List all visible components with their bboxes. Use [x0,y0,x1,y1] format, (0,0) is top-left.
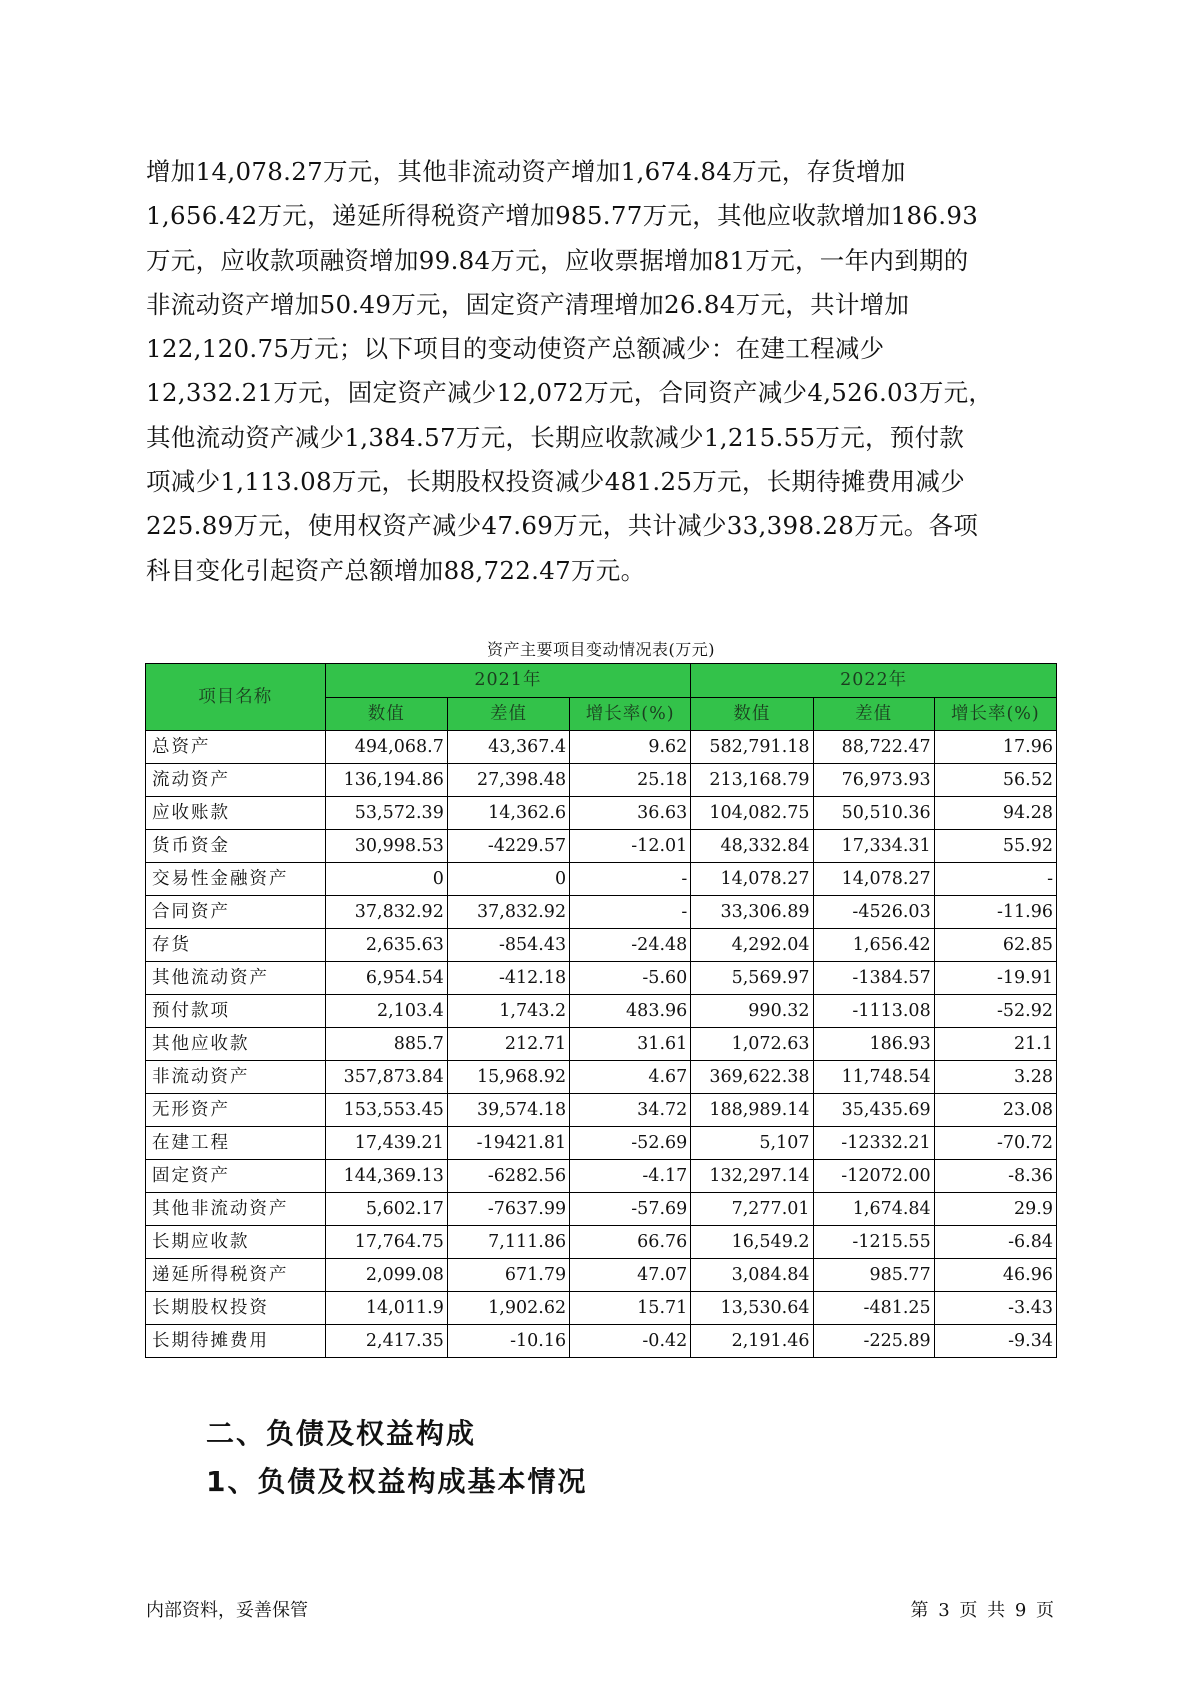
table-cell: -4229.57 [447,830,569,863]
table-row [146,1061,1057,1094]
table-cell: 4.67 [570,1061,691,1094]
table-cell: 3.28 [934,1061,1056,1094]
table-cell: 5,107 [691,1127,813,1160]
table-cell: 494,068.7 [325,731,447,764]
table-cell: 188,989.14 [691,1094,813,1127]
table-cell: 34.72 [570,1094,691,1127]
table-cell: 88,722.47 [813,731,934,764]
footer-confidential-note: 内部资料，妥善保管 [146,1600,308,1621]
table-cell: 33,306.89 [691,896,813,929]
paragraph-line: 1,656.42万元，递延所得税资产增加985.77万元，其他应收款增加186.93 [146,201,979,231]
table-cell: 50,510.36 [813,797,934,830]
year-header-2021: 2021年 [325,664,691,698]
table-caption: 资产主要项目变动情况表(万元) [487,640,715,659]
table-cell: 0 [325,863,447,896]
table-cell: 14,362.6 [447,797,569,830]
table-cell: 671.79 [447,1259,569,1292]
col-header-value-2022: 数值 [691,698,813,731]
table-row [146,962,1057,995]
table-cell: 7,277.01 [691,1193,813,1226]
row-item-name: 其他非流动资产 [146,1193,326,1226]
row-item-name: 无形资产 [146,1094,326,1127]
table-cell: 55.92 [934,830,1056,863]
table-row [146,731,1057,764]
table-cell: 76,973.93 [813,764,934,797]
table-cell: -3.43 [934,1292,1056,1325]
table-row [146,797,1057,830]
table-cell: -4526.03 [813,896,934,929]
table-cell: -24.48 [570,929,691,962]
paragraph-line: 万元，应收款项融资增加99.84万元，应收票据增加81万元，一年内到期的 [146,245,969,275]
table-cell: 43,367.4 [447,731,569,764]
row-item-name: 合同资产 [146,896,326,929]
table-cell: 5,602.17 [325,1193,447,1226]
table-cell: -481.25 [813,1292,934,1325]
table-cell: - [570,896,691,929]
table-cell: -7637.99 [447,1193,569,1226]
table-cell: -52.92 [934,995,1056,1028]
table-cell: 29.9 [934,1193,1056,1226]
row-item-name: 非流动资产 [146,1061,326,1094]
row-item-name: 长期应收款 [146,1226,326,1259]
table-cell: -412.18 [447,962,569,995]
table-cell: 37,832.92 [447,896,569,929]
row-item-name: 货币资金 [146,830,326,863]
table-cell: -12332.21 [813,1127,934,1160]
table-cell: 582,791.18 [691,731,813,764]
table-cell: 36.63 [570,797,691,830]
table-cell: -19.91 [934,962,1056,995]
table-cell: -8.36 [934,1160,1056,1193]
paragraph-line: 科目变化引起资产总额增加88,722.47万元。 [146,555,646,585]
asset-change-table [145,663,1057,1358]
table-cell: 35,435.69 [813,1094,934,1127]
footer-page-number: 第 3 页 共 9 页 [910,1600,1056,1621]
table-cell: 990.32 [691,995,813,1028]
table-cell: 14,078.27 [691,863,813,896]
table-cell: -225.89 [813,1325,934,1358]
table-cell: 14,011.9 [325,1292,447,1325]
table-cell: 1,072.63 [691,1028,813,1061]
table-cell: 5,569.97 [691,962,813,995]
table-row [146,1226,1057,1259]
table-cell: 30,998.53 [325,830,447,863]
table-cell: 39,574.18 [447,1094,569,1127]
table-cell: 48,332.84 [691,830,813,863]
col-header-growth-2021: 增长率(%) [570,698,691,731]
row-item-name: 交易性金融资产 [146,863,326,896]
table-cell: 47.07 [570,1259,691,1292]
table-cell: - [570,863,691,896]
table-cell: -4.17 [570,1160,691,1193]
table-cell: 27,398.48 [447,764,569,797]
table-cell: 153,553.45 [325,1094,447,1127]
table-cell: 2,191.46 [691,1325,813,1358]
paragraph-line: 其他流动资产减少1,384.57万元，长期应收款减少1,215.55万元，预付款 [146,422,965,452]
section-heading: 二、负债及权益构成 [206,1417,477,1450]
paragraph-line: 225.89万元，使用权资产减少47.69万元，共计减少33,398.28万元。各项 [146,511,979,541]
table-cell: 212.71 [447,1028,569,1061]
table-cell: 56.52 [934,764,1056,797]
table-cell: -52.69 [570,1127,691,1160]
table-cell: 31.61 [570,1028,691,1061]
table-row [146,1325,1057,1358]
table-row [146,830,1057,863]
row-item-name: 其他流动资产 [146,962,326,995]
table-cell: 1,902.62 [447,1292,569,1325]
table-cell: 3,084.84 [691,1259,813,1292]
col-header-diff-2022: 差值 [813,698,934,731]
table-cell: 6,954.54 [325,962,447,995]
table-cell: 213,168.79 [691,764,813,797]
row-item-name: 递延所得税资产 [146,1259,326,1292]
table-cell: 17.96 [934,731,1056,764]
table-cell: 2,417.35 [325,1325,447,1358]
table-cell: -9.34 [934,1325,1056,1358]
table-cell: -10.16 [447,1325,569,1358]
table-row [146,764,1057,797]
row-item-name: 其他应收款 [146,1028,326,1061]
table-cell: -70.72 [934,1127,1056,1160]
table-cell: 13,530.64 [691,1292,813,1325]
table-cell: 23.08 [934,1094,1056,1127]
table-cell: 37,832.92 [325,896,447,929]
table-cell: 17,764.75 [325,1226,447,1259]
table-cell: 2,099.08 [325,1259,447,1292]
table-cell: 94.28 [934,797,1056,830]
table-cell: -1113.08 [813,995,934,1028]
row-item-name: 固定资产 [146,1160,326,1193]
table-cell: 136,194.86 [325,764,447,797]
table-row [146,1193,1057,1226]
table-cell: 4,292.04 [691,929,813,962]
row-item-name: 应收账款 [146,797,326,830]
table-cell: 2,103.4 [325,995,447,1028]
table-cell: 14,078.27 [813,863,934,896]
year-header-2022: 2022年 [691,664,1057,698]
table-cell: -11.96 [934,896,1056,929]
row-item-name: 预付款项 [146,995,326,1028]
table-cell: 66.76 [570,1226,691,1259]
table-cell: -6282.56 [447,1160,569,1193]
row-item-name: 长期股权投资 [146,1292,326,1325]
table-cell: 53,572.39 [325,797,447,830]
table-cell: 357,873.84 [325,1061,447,1094]
table-cell: 17,334.31 [813,830,934,863]
table-cell: 885.7 [325,1028,447,1061]
table-cell: 132,297.14 [691,1160,813,1193]
table-cell: -1215.55 [813,1226,934,1259]
table-cell: -12.01 [570,830,691,863]
row-item-name: 流动资产 [146,764,326,797]
paragraph-line: 非流动资产增加50.49万元，固定资产清理增加26.84万元，共计增加 [146,289,910,319]
table-cell: -57.69 [570,1193,691,1226]
table-cell: -5.60 [570,962,691,995]
table-row [146,1094,1057,1127]
row-item-name: 存货 [146,929,326,962]
table-body [146,731,1057,1358]
table-cell: 21.1 [934,1028,1056,1061]
table-cell: 15.71 [570,1292,691,1325]
table-cell: 144,369.13 [325,1160,447,1193]
table-cell: -0.42 [570,1325,691,1358]
table-cell: -1384.57 [813,962,934,995]
row-item-name: 在建工程 [146,1127,326,1160]
paragraph-line: 12,332.21万元，固定资产减少12,072万元，合同资产减少4,526.03万元， [146,378,994,408]
table-cell: 483.96 [570,995,691,1028]
table-cell: -19421.81 [447,1127,569,1160]
table-cell: 17,439.21 [325,1127,447,1160]
table-cell: 7,111.86 [447,1226,569,1259]
table-row [146,896,1057,929]
table-cell: 2,635.63 [325,929,447,962]
table-cell: 11,748.54 [813,1061,934,1094]
table-cell: 15,968.92 [447,1061,569,1094]
table-cell: 104,082.75 [691,797,813,830]
body-paragraph [146,150,1046,593]
table-cell: 1,743.2 [447,995,569,1028]
table-cell: 9.62 [570,731,691,764]
table-cell: -6.84 [934,1226,1056,1259]
item-name-header: 项目名称 [146,664,326,731]
table-header-row [146,664,1057,698]
col-header-diff-2021: 差值 [447,698,569,731]
table-cell: 0 [447,863,569,896]
table-row [146,929,1057,962]
table-cell: 985.77 [813,1259,934,1292]
table-cell: -12072.00 [813,1160,934,1193]
paragraph-line: 增加14,078.27万元，其他非流动资产增加1,674.84万元，存货增加 [146,157,906,186]
table-row [146,1028,1057,1061]
table-cell: -854.43 [447,929,569,962]
table-row [146,1160,1057,1193]
subsection-heading: 1、负债及权益构成基本情况 [206,1465,588,1498]
paragraph-line: 项减少1,113.08万元，长期股权投资减少481.25万元，长期待摊费用减少 [146,467,966,497]
table-row [146,863,1057,896]
row-item-name: 总资产 [146,731,326,764]
table-cell: 46.96 [934,1259,1056,1292]
row-item-name: 长期待摊费用 [146,1325,326,1358]
table-cell: - [934,863,1056,896]
table-row [146,1259,1057,1292]
table-cell: 25.18 [570,764,691,797]
table-cell: 16,549.2 [691,1226,813,1259]
table-cell: 186.93 [813,1028,934,1061]
col-header-growth-2022: 增长率(%) [934,698,1056,731]
table-cell: 369,622.38 [691,1061,813,1094]
table-cell: 1,656.42 [813,929,934,962]
table-cell: 62.85 [934,929,1056,962]
col-header-value-2021: 数值 [325,698,447,731]
table-row [146,1292,1057,1325]
paragraph-line: 122,120.75万元；以下项目的变动使资产总额减少：在建工程减少 [146,334,885,364]
table-row [146,1127,1057,1160]
table-row [146,995,1057,1028]
table-cell: 1,674.84 [813,1193,934,1226]
